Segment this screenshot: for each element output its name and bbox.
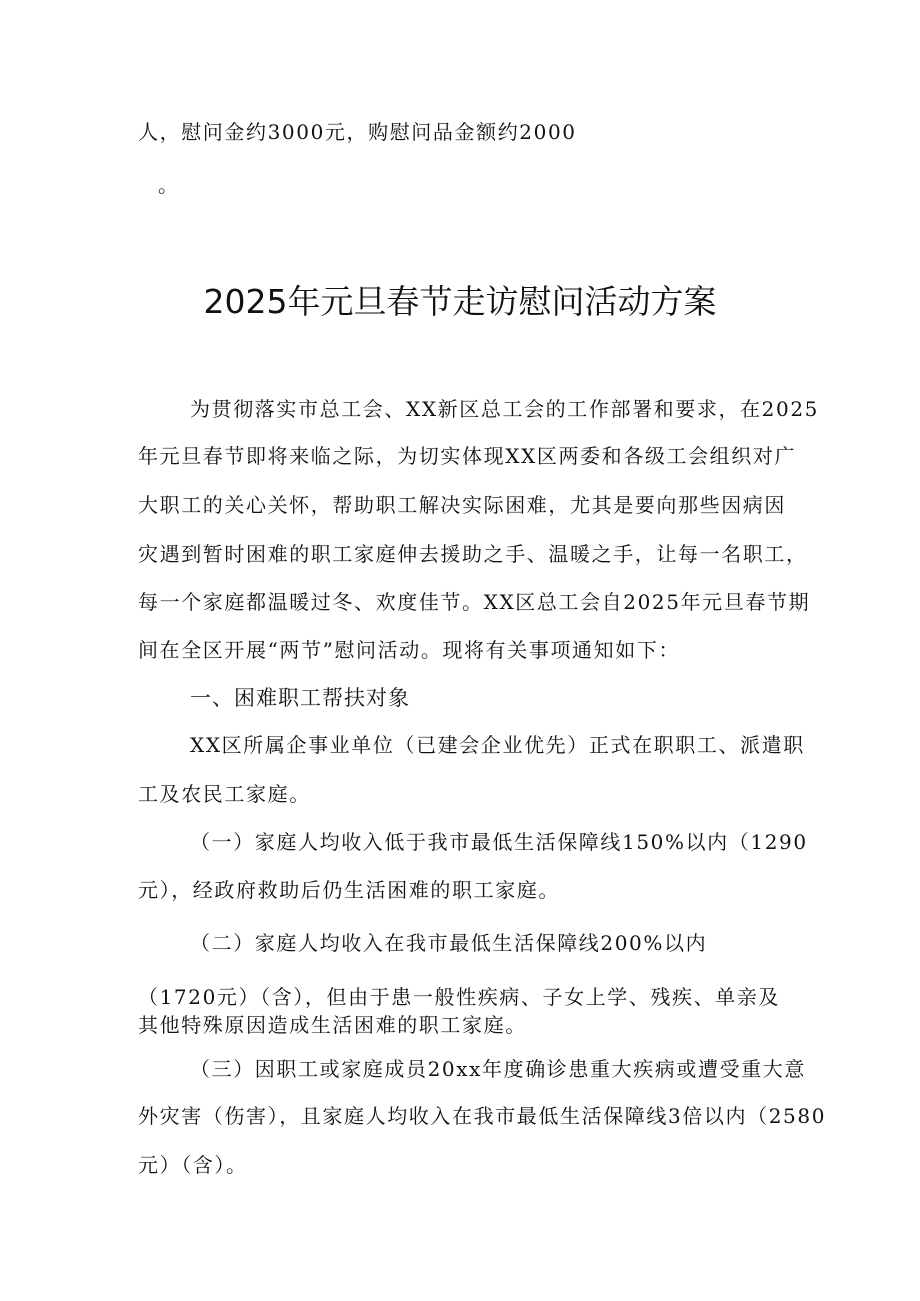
item3-line-1: （三）因职工或家庭成员20xx年度确诊患重大疾病或遭受重大意	[190, 1057, 807, 1081]
item2-line-2: （1720元）（含），但由于患一般性疾病、子女上学、残疾、单亲及	[138, 985, 781, 1009]
continuation-line-2: 。	[158, 173, 180, 197]
intro-line-4: 灾遇到暂时困难的职工家庭伸去援助之手、温暖之手，让每一名职工，	[138, 542, 808, 566]
item1-line-1: （一）家庭人均收入低于我市最低生活保障线150%以内（1290	[190, 830, 808, 854]
item3-line-2: 外灾害（伤害），且家庭人均收入在我市最低生活保障线3倍以内（2580	[138, 1104, 827, 1128]
intro-line-5: 每一个家庭都温暖过冬、欢度佳节。XX区总工会自2025年元旦春节期	[138, 590, 811, 614]
item2-line-1: （二）家庭人均收入在我市最低生活保障线200%以内	[190, 931, 708, 955]
section-body-line-2: 工及农民工家庭。	[138, 782, 311, 806]
document-title: 2025年元旦春节走访慰问活动方案	[203, 282, 717, 321]
section-body-line-1: XX区所属企事业单位（已建会企业优先）正式在职职工、派遣职	[190, 733, 805, 757]
item2-line-3: 其他特殊原因造成生活困难的职工家庭。	[138, 1013, 527, 1037]
intro-line-1: 为贯彻落实市总工会、XX新区总工会的工作部署和要求，在2025	[190, 397, 819, 421]
section-heading: 一、困难职工帮扶对象	[190, 686, 410, 710]
intro-line-6: 间在全区开展“两节”慰问活动。现将有关事项通知如下：	[138, 638, 681, 662]
intro-line-3: 大职工的关心关怀，帮助职工解决实际困难，尤其是要向那些因病因	[138, 493, 786, 517]
continuation-line-1: 人，慰问金约3000元，购慰问品金额约2000	[138, 120, 577, 144]
item3-line-3: 元）（含）。	[138, 1153, 248, 1177]
intro-line-2: 年元旦春节即将来临之际，为切实体现XX区两委和各级工会组织对广	[138, 444, 797, 468]
item1-line-2: 元），经政府救助后仍生活困难的职工家庭。	[138, 878, 560, 902]
